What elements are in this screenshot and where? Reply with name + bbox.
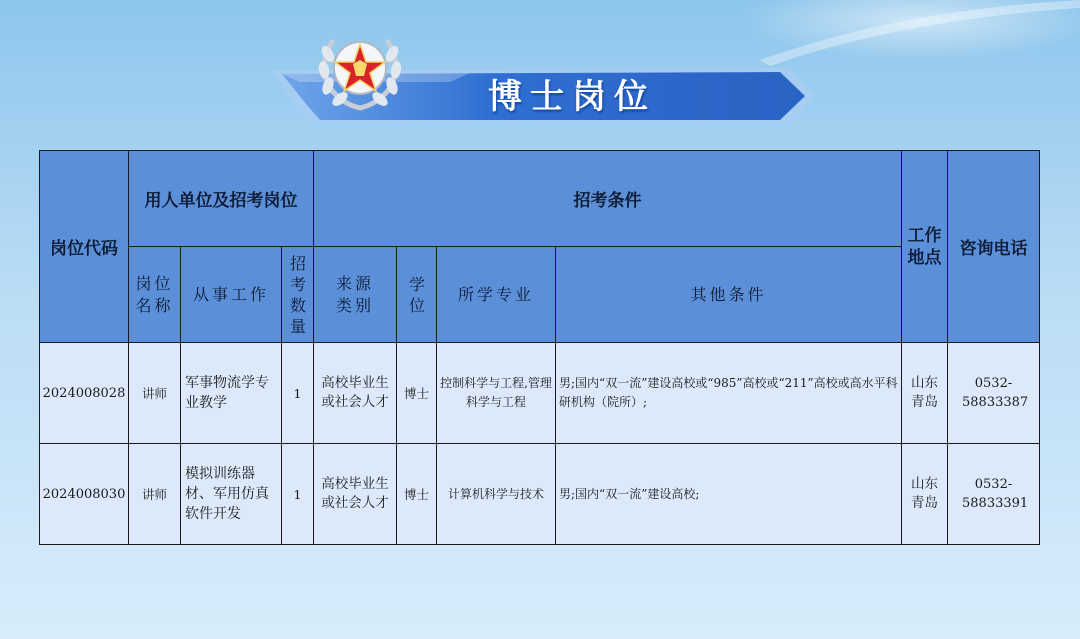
cell-other: 男;国内“双一流”建设高校; — [556, 444, 902, 545]
army-star-emblem-icon — [312, 24, 408, 114]
header-major: 所学专业 — [437, 247, 556, 343]
header-count: 招考数量 — [282, 247, 314, 343]
cell-major: 计算机科学与技术 — [437, 444, 556, 545]
cell-degree: 博士 — [397, 444, 437, 545]
header-conditions-group: 招考条件 — [314, 151, 902, 247]
cell-post: 讲师 — [129, 343, 181, 444]
header-post-name: 岗位名称 — [129, 247, 181, 343]
cell-other: 男;国内“双一流”建设高校或“985”高校或“211”高校或高水平科研机构（院所）; — [556, 343, 902, 444]
cell-source: 高校毕业生或社会人才 — [314, 343, 397, 444]
cell-count: 1 — [282, 444, 314, 545]
table-row — [40, 444, 1040, 545]
cell-degree: 博士 — [397, 343, 437, 444]
cell-code: 2024008028 — [40, 343, 129, 444]
cell-work: 军事物流学专业教学 — [181, 343, 282, 444]
cell-phone: 0532-58833391 — [948, 444, 1040, 545]
cell-source: 高校毕业生或社会人才 — [314, 444, 397, 545]
header-code: 岗位代码 — [40, 151, 129, 343]
header-phone: 咨询电话 — [948, 151, 1040, 343]
cell-count: 1 — [282, 343, 314, 444]
header-work: 从事工作 — [181, 247, 282, 343]
table-row — [40, 343, 1040, 444]
header-unit-group: 用人单位及招考岗位 — [129, 151, 314, 247]
cell-code: 2024008030 — [40, 444, 129, 545]
header-location: 工作地点 — [902, 151, 948, 343]
cell-post: 讲师 — [129, 444, 181, 545]
job-table — [39, 150, 1040, 545]
cell-location: 山东青岛 — [902, 444, 948, 545]
cell-major: 控制科学与工程,管理科学与工程 — [437, 343, 556, 444]
cell-location: 山东青岛 — [902, 343, 948, 444]
cell-work: 模拟训练器材、军用仿真软件开发 — [181, 444, 282, 545]
header-degree: 学位 — [397, 247, 437, 343]
header-other: 其他条件 — [556, 247, 902, 343]
page-title: 博士岗位 — [488, 77, 656, 117]
header-source: 来源类别 — [314, 247, 397, 343]
cell-phone: 0532-58833387 — [948, 343, 1040, 444]
